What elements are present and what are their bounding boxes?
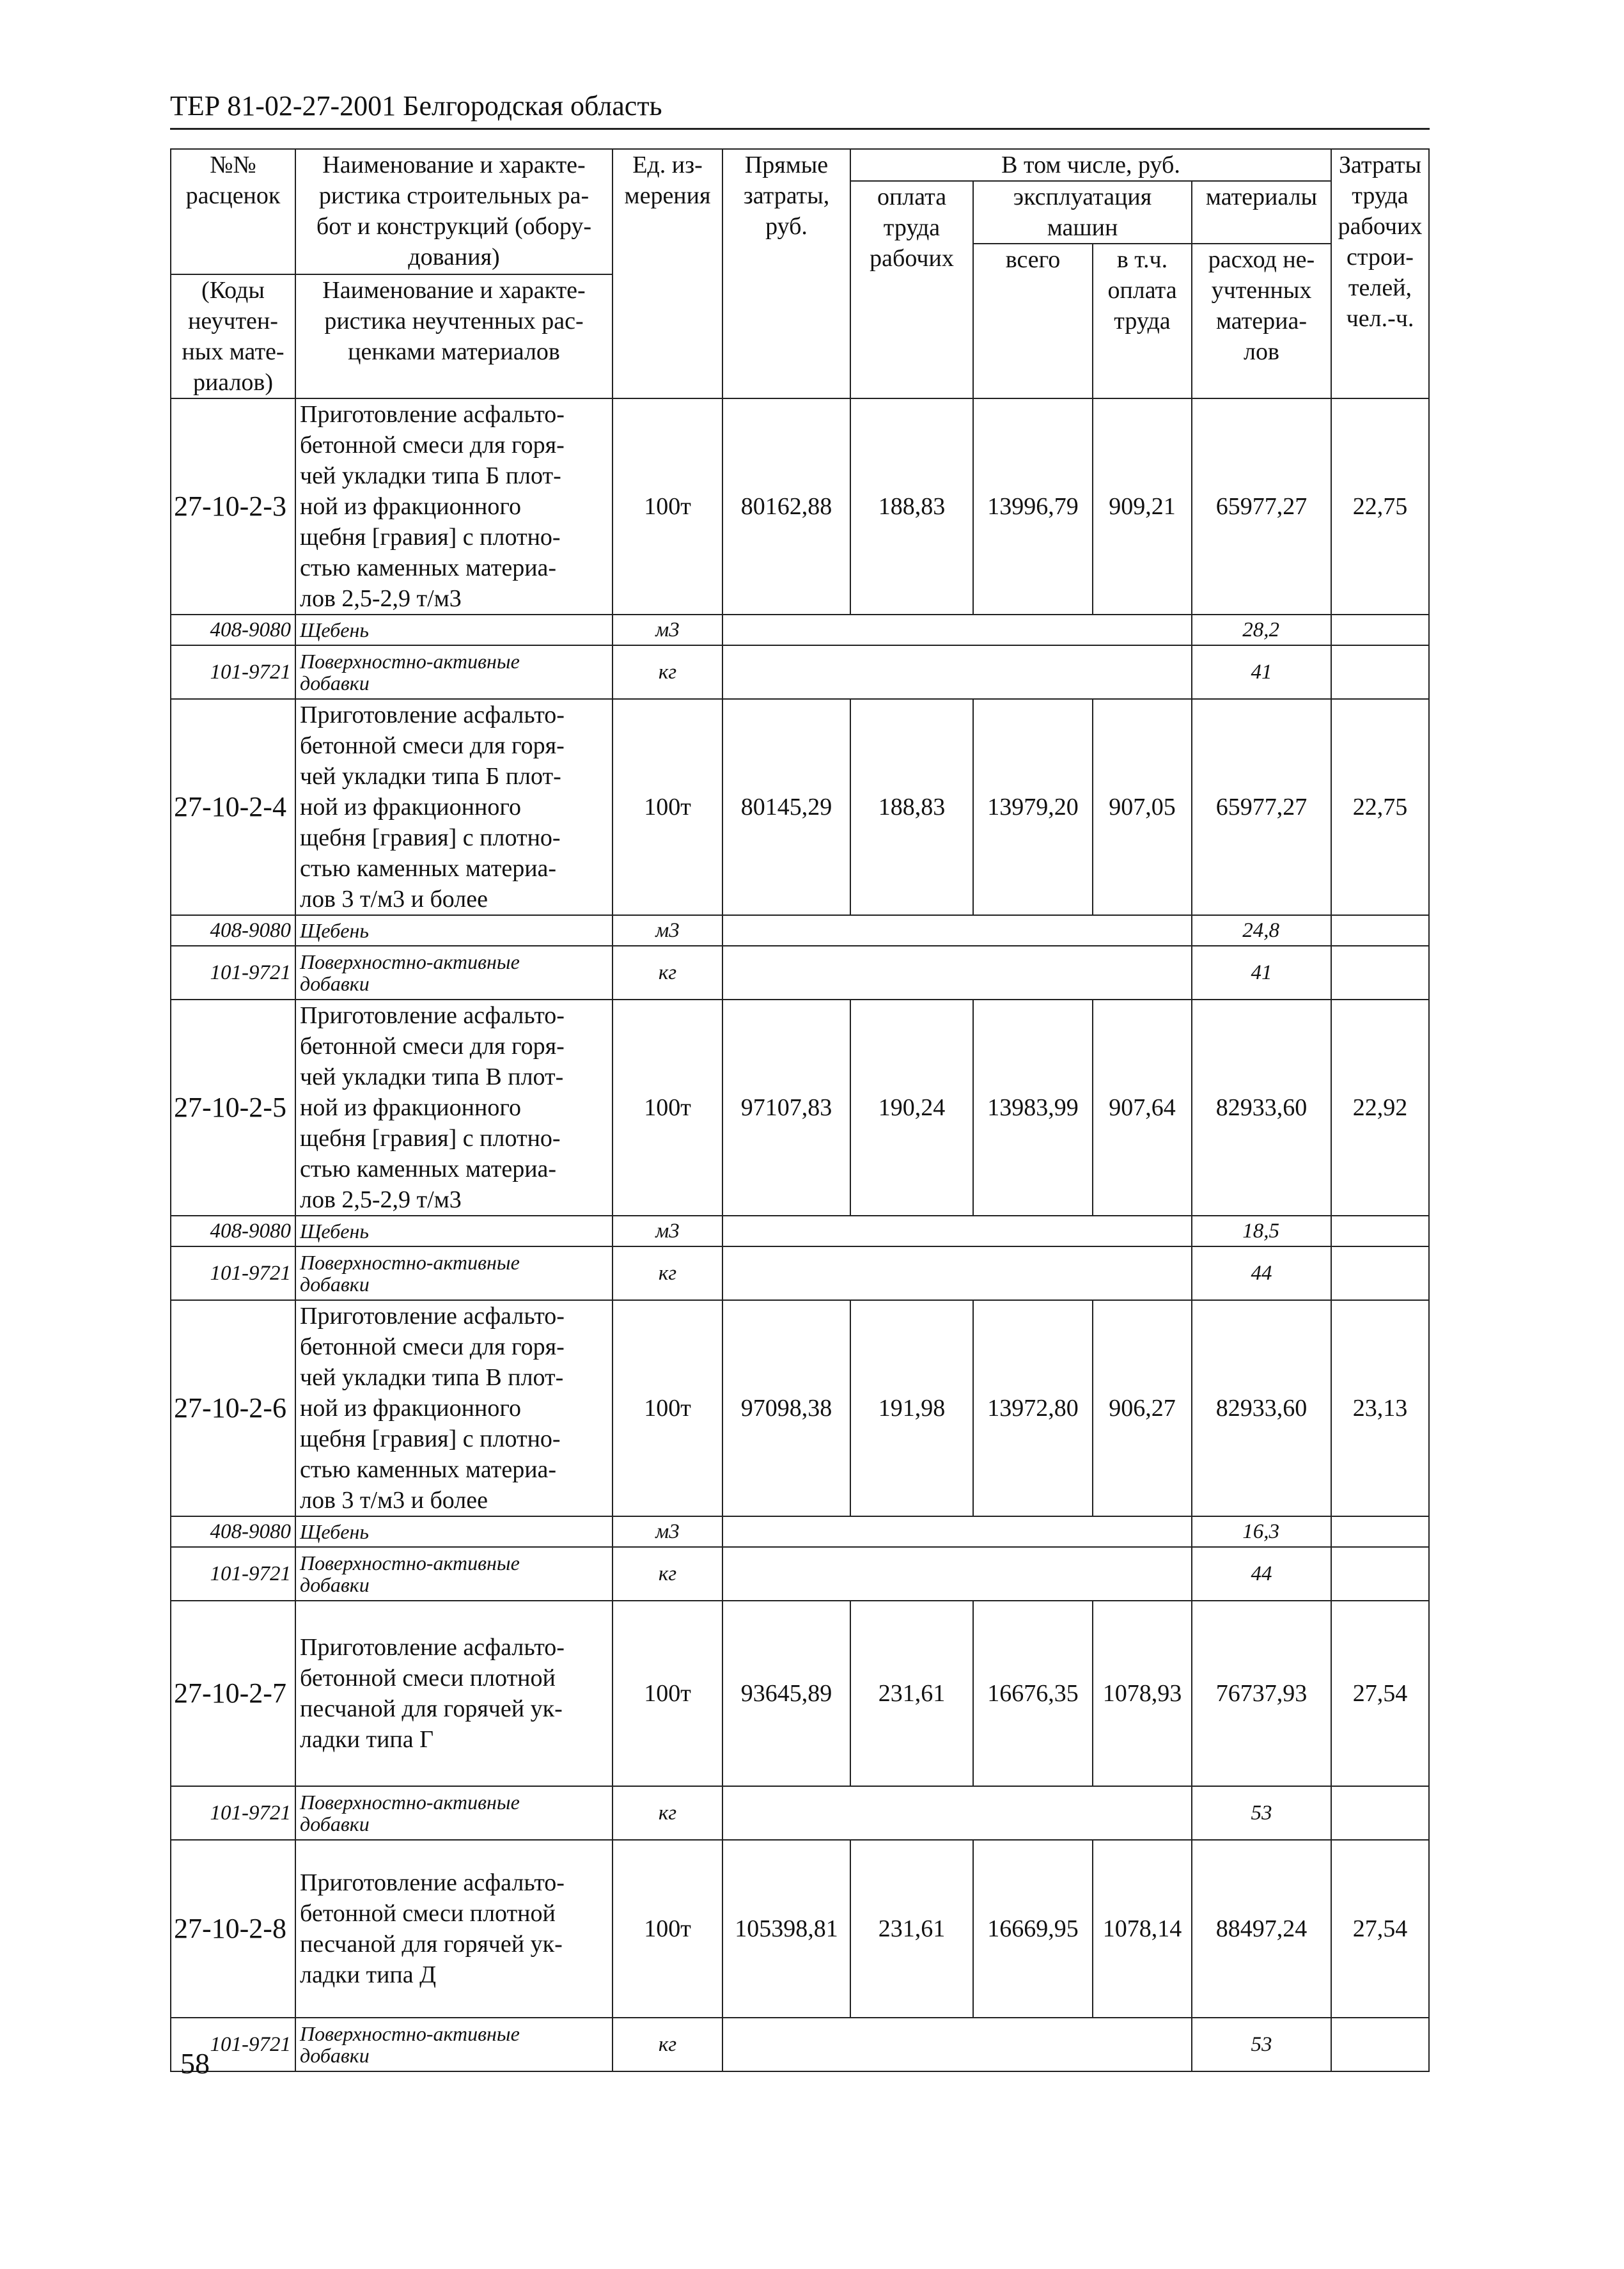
rate-machines-pay: 909,21 xyxy=(1093,398,1192,615)
rate-name-line: Приготовление асфальто- xyxy=(300,1303,565,1330)
material-name-line: добавки xyxy=(300,1812,370,1835)
material-unit: кг xyxy=(613,2018,722,2071)
rate-unit: 100т xyxy=(613,699,722,915)
col-machines-pay-header: в т.ч. оплата труда xyxy=(1093,244,1192,398)
rate-machines-pay: 1078,14 xyxy=(1093,1840,1192,2018)
material-qty: 44 xyxy=(1192,1547,1331,1601)
material-empty-cell xyxy=(1331,1246,1429,1300)
rate-name-line: ладки типа Г xyxy=(300,1726,434,1753)
rate-name-line: Приготовление асфальто- xyxy=(300,401,565,428)
material-name-line: Поверхностно-активные xyxy=(300,1251,520,1274)
material-qty: 44 xyxy=(1192,1246,1331,1300)
rate-labor-pay: 190,24 xyxy=(850,1000,973,1216)
page-number: 58 xyxy=(180,2047,210,2080)
material-row xyxy=(171,915,1429,946)
material-empty-span xyxy=(722,1216,1192,1246)
col-materials-usage-header: расход не- учтенных материа- лов xyxy=(1192,244,1331,398)
material-name-line: Щебень xyxy=(300,618,369,641)
rate-name xyxy=(295,1840,613,2018)
rate-unit: 100т xyxy=(613,1601,722,1786)
material-code: 101-9721 xyxy=(171,645,295,699)
rate-direct-cost: 97107,83 xyxy=(722,1000,850,1216)
rate-labor-pay: 231,61 xyxy=(850,1601,973,1786)
rate-materials: 82933,60 xyxy=(1192,1300,1331,1516)
material-row xyxy=(171,2018,1429,2071)
material-qty: 18,5 xyxy=(1192,1216,1331,1246)
rate-name-line: ной из фракционного xyxy=(300,794,521,820)
col-machines-total-header: всего xyxy=(973,244,1093,398)
material-unit: кг xyxy=(613,946,722,1000)
material-name xyxy=(295,1516,613,1547)
rate-name-line: чей укладки типа Б плот- xyxy=(300,462,561,489)
material-empty-span xyxy=(722,645,1192,699)
rate-labor-cost: 27,54 xyxy=(1331,1601,1429,1786)
material-empty-cell xyxy=(1331,1216,1429,1246)
material-name xyxy=(295,615,613,645)
material-name xyxy=(295,915,613,946)
material-unit: м3 xyxy=(613,1516,722,1547)
rate-materials: 82933,60 xyxy=(1192,1000,1331,1216)
rate-direct-cost: 97098,38 xyxy=(722,1300,850,1516)
rate-labor-cost: 22,75 xyxy=(1331,699,1429,915)
rate-name-line: ладки типа Д xyxy=(300,1961,437,1988)
material-name-line: добавки xyxy=(300,2044,370,2067)
col-labor-cost-header: Затраты труда рабочих строи- телей, чел.-ч. xyxy=(1331,149,1429,398)
material-unit: кг xyxy=(613,1547,722,1601)
rate-row xyxy=(171,699,1429,915)
col-labor-pay-header: оплата труда рабочих xyxy=(850,181,973,398)
rate-name-line: лов 3 т/м3 и более xyxy=(300,886,488,913)
rate-name-line: Приготовление асфальто- xyxy=(300,702,565,728)
material-empty-span xyxy=(722,1516,1192,1547)
rate-name-line: песчаной для горячей ук- xyxy=(300,1931,563,1958)
rates-body xyxy=(171,398,1429,2071)
rate-name-line: щебня [гравия] с плотно- xyxy=(300,1125,561,1152)
material-code: 101-9721 xyxy=(171,1246,295,1300)
material-row xyxy=(171,615,1429,645)
rate-name xyxy=(295,1300,613,1516)
rate-name-line: бетонной смеси для горя- xyxy=(300,1033,565,1060)
material-name-line: добавки xyxy=(300,972,370,995)
material-code: 101-9721 xyxy=(171,1547,295,1601)
rate-machines-pay: 907,64 xyxy=(1093,1000,1192,1216)
material-code: 101-9721 xyxy=(171,2018,295,2071)
material-empty-span xyxy=(722,1786,1192,1840)
rate-name-line: щебня [гравия] с плотно- xyxy=(300,1425,561,1452)
material-name-line: добавки xyxy=(300,1573,370,1596)
col-unit-header: Ед. из- мерения xyxy=(613,149,722,398)
rate-materials: 76737,93 xyxy=(1192,1601,1331,1786)
material-unit: кг xyxy=(613,1246,722,1300)
rate-materials: 65977,27 xyxy=(1192,398,1331,615)
material-name xyxy=(295,1547,613,1601)
material-name-line: Поверхностно-активные xyxy=(300,2022,520,2045)
rate-name-line: бетонной смеси для горя- xyxy=(300,732,565,759)
rate-machines-total: 13983,99 xyxy=(973,1000,1093,1216)
rate-name-line: чей укладки типа Б плот- xyxy=(300,763,561,790)
rate-row xyxy=(171,1601,1429,1786)
material-name-line: Поверхностно-активные xyxy=(300,1551,520,1574)
rate-machines-total: 16676,35 xyxy=(973,1601,1093,1786)
rate-name xyxy=(295,1000,613,1216)
rate-name-line: бетонной смеси для горя- xyxy=(300,1333,565,1360)
col-materials-header: материалы xyxy=(1192,181,1331,244)
rate-row xyxy=(171,1300,1429,1516)
material-unit: м3 xyxy=(613,615,722,645)
rate-machines-total: 13996,79 xyxy=(973,398,1093,615)
rate-code: 27-10-2-4 xyxy=(171,699,295,915)
document-title: ТЕР 81-02-27-2001 Белгородская область xyxy=(170,90,662,122)
rate-name-line: ной из фракционного xyxy=(300,1395,521,1422)
rate-labor-cost: 27,54 xyxy=(1331,1840,1429,2018)
col-direct-header: Прямые затраты, руб. xyxy=(722,149,850,398)
rate-name-line: Приготовление асфальто- xyxy=(300,1869,565,1896)
material-qty: 53 xyxy=(1192,2018,1331,2071)
rate-name-line: лов 2,5-2,9 т/м3 xyxy=(300,1186,462,1213)
rate-machines-total: 13979,20 xyxy=(973,699,1093,915)
material-qty: 28,2 xyxy=(1192,615,1331,645)
rate-machines-pay: 907,05 xyxy=(1093,699,1192,915)
rate-labor-cost: 22,92 xyxy=(1331,1000,1429,1216)
material-qty: 53 xyxy=(1192,1786,1331,1840)
material-row xyxy=(171,645,1429,699)
rate-name xyxy=(295,398,613,615)
material-name-line: Поверхностно-активные xyxy=(300,1791,520,1814)
material-qty: 41 xyxy=(1192,645,1331,699)
material-code: 408-9080 xyxy=(171,615,295,645)
material-row xyxy=(171,1216,1429,1246)
material-row xyxy=(171,1547,1429,1601)
rate-labor-cost: 23,13 xyxy=(1331,1300,1429,1516)
material-name-line: добавки xyxy=(300,671,370,695)
material-name-line: Щебень xyxy=(300,919,369,942)
material-unit: м3 xyxy=(613,1216,722,1246)
rate-labor-pay: 231,61 xyxy=(850,1840,973,2018)
material-code: 408-9080 xyxy=(171,1216,295,1246)
material-name xyxy=(295,2018,613,2071)
material-empty-span xyxy=(722,946,1192,1000)
rate-name-line: лов 2,5-2,9 т/м3 xyxy=(300,585,462,612)
material-name-line: Поверхностно-активные xyxy=(300,950,520,973)
col-code-header: №№ расценок xyxy=(171,149,295,274)
rate-machines-pay: 1078,93 xyxy=(1093,1601,1192,1786)
rate-unit: 100т xyxy=(613,1300,722,1516)
rate-name-line: стью каменных материа- xyxy=(300,855,557,882)
material-empty-span xyxy=(722,915,1192,946)
rate-name-line: Приготовление асфальто- xyxy=(300,1002,565,1029)
material-empty-cell xyxy=(1331,615,1429,645)
rate-labor-pay: 188,83 xyxy=(850,699,973,915)
rate-labor-pay: 191,98 xyxy=(850,1300,973,1516)
rate-name-line: стью каменных материа- xyxy=(300,1156,557,1182)
rate-name xyxy=(295,1601,613,1786)
rate-machines-total: 16669,95 xyxy=(973,1840,1093,2018)
material-name-line: добавки xyxy=(300,1273,370,1296)
rate-direct-cost: 80145,29 xyxy=(722,699,850,915)
material-empty-span xyxy=(722,1547,1192,1601)
material-qty: 16,3 xyxy=(1192,1516,1331,1547)
material-code: 101-9721 xyxy=(171,1786,295,1840)
material-empty-cell xyxy=(1331,946,1429,1000)
rate-name-line: стью каменных материа- xyxy=(300,1456,557,1483)
rate-unit: 100т xyxy=(613,398,722,615)
rate-code: 27-10-2-8 xyxy=(171,1840,295,2018)
rate-name-line: чей укладки типа В плот- xyxy=(300,1364,564,1391)
rate-name xyxy=(295,699,613,915)
material-code: 408-9080 xyxy=(171,915,295,946)
rate-unit: 100т xyxy=(613,1000,722,1216)
rate-code: 27-10-2-3 xyxy=(171,398,295,615)
rate-name-line: щебня [гравия] с плотно- xyxy=(300,824,561,851)
material-qty: 41 xyxy=(1192,946,1331,1000)
material-code: 101-9721 xyxy=(171,946,295,1000)
material-unit: м3 xyxy=(613,915,722,946)
rate-row xyxy=(171,398,1429,615)
rate-code: 27-10-2-7 xyxy=(171,1601,295,1786)
material-row xyxy=(171,946,1429,1000)
rate-machines-total: 13972,80 xyxy=(973,1300,1093,1516)
rate-materials: 88497,24 xyxy=(1192,1840,1331,2018)
material-qty: 24,8 xyxy=(1192,915,1331,946)
material-name xyxy=(295,1786,613,1840)
material-unit: кг xyxy=(613,645,722,699)
material-empty-cell xyxy=(1331,1547,1429,1601)
rate-machines-pay: 906,27 xyxy=(1093,1300,1192,1516)
rate-materials: 65977,27 xyxy=(1192,699,1331,915)
material-empty-cell xyxy=(1331,2018,1429,2071)
rate-code: 27-10-2-6 xyxy=(171,1300,295,1516)
rate-name-line: песчаной для горячей ук- xyxy=(300,1695,563,1722)
rate-name-line: бетонной смеси для горя- xyxy=(300,432,565,459)
rate-code: 27-10-2-5 xyxy=(171,1000,295,1216)
rate-direct-cost: 93645,89 xyxy=(722,1601,850,1786)
rate-labor-pay: 188,83 xyxy=(850,398,973,615)
material-name xyxy=(295,1246,613,1300)
col-incl-header: В том числе, руб. xyxy=(850,149,1331,181)
material-name xyxy=(295,946,613,1000)
col-name-header: Наименование и характе- ристика строительных ра- бот и конструкций (обору- дования) xyxy=(295,149,613,274)
rate-name-line: бетонной смеси плотной xyxy=(300,1665,556,1692)
material-code: 408-9080 xyxy=(171,1516,295,1547)
page-header xyxy=(170,90,1430,130)
rate-name-line: щебня [гравия] с плотно- xyxy=(300,524,561,551)
material-empty-cell xyxy=(1331,1786,1429,1840)
material-row xyxy=(171,1516,1429,1547)
rate-labor-cost: 22,75 xyxy=(1331,398,1429,615)
rate-name-line: стью каменных материа- xyxy=(300,554,557,581)
rate-row xyxy=(171,1000,1429,1216)
material-name-line: Щебень xyxy=(300,1220,369,1243)
material-name-line: Поверхностно-активные xyxy=(300,650,520,673)
rate-name-line: Приготовление асфальто- xyxy=(300,1634,565,1661)
material-empty-cell xyxy=(1331,915,1429,946)
rate-name-line: лов 3 т/м3 и более xyxy=(300,1487,488,1514)
rates-table xyxy=(170,148,1430,2072)
rate-direct-cost: 80162,88 xyxy=(722,398,850,615)
material-unit: кг xyxy=(613,1786,722,1840)
col-machines-header: эксплуатация машин xyxy=(973,181,1192,244)
material-empty-cell xyxy=(1331,645,1429,699)
col-sub-name-header: Наименование и характе- ристика неучтенных рас- ценками материалов xyxy=(295,274,613,398)
rate-name-line: ной из фракционного xyxy=(300,1094,521,1121)
material-empty-span xyxy=(722,1246,1192,1300)
material-row xyxy=(171,1246,1429,1300)
rate-direct-cost: 105398,81 xyxy=(722,1840,850,2018)
rate-name-line: ной из фракционного xyxy=(300,493,521,520)
rate-row xyxy=(171,1840,1429,2018)
col-sub-code-header: (Коды неучтен- ных мате- риалов) xyxy=(171,274,295,398)
material-name xyxy=(295,1216,613,1246)
material-name-line: Щебень xyxy=(300,1520,369,1543)
material-empty-span xyxy=(722,2018,1192,2071)
rate-name-line: бетонной смеси плотной xyxy=(300,1900,556,1927)
material-empty-span xyxy=(722,615,1192,645)
material-name xyxy=(295,645,613,699)
material-row xyxy=(171,1786,1429,1840)
rate-name-line: чей укладки типа В плот- xyxy=(300,1064,564,1090)
rate-unit: 100т xyxy=(613,1840,722,2018)
material-empty-cell xyxy=(1331,1516,1429,1547)
